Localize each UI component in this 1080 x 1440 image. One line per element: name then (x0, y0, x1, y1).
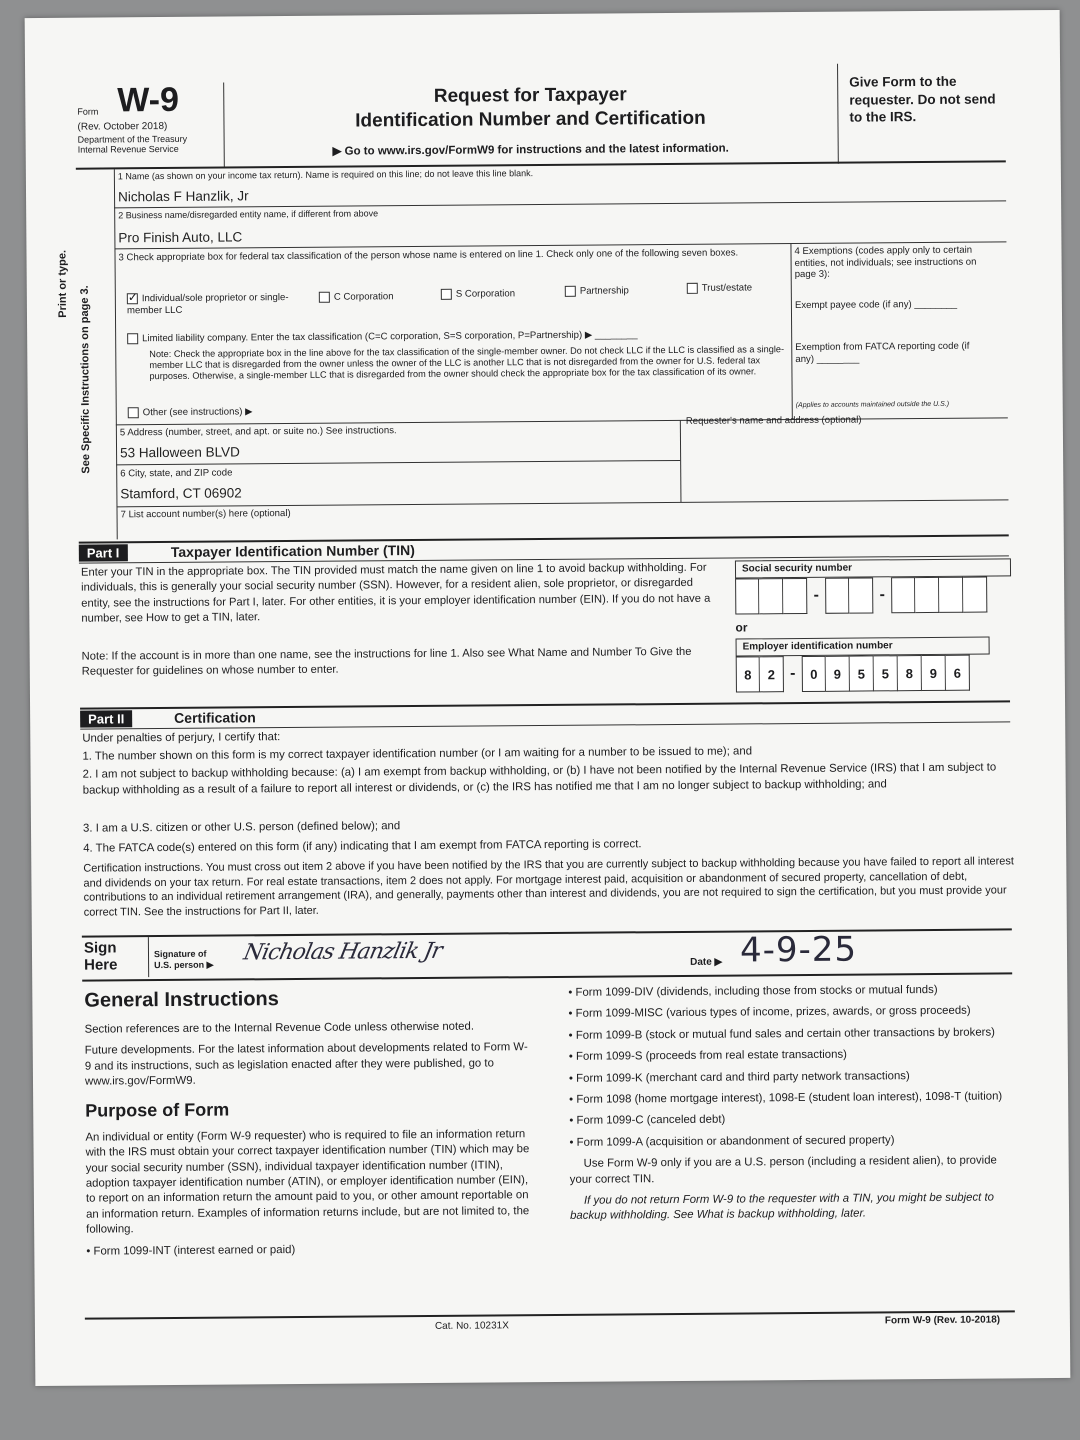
department: Department of the Treasury (77, 133, 188, 145)
print-or-type: Print or type. (56, 249, 69, 318)
fatca-note: (Applies to accounts maintained outside the U.S.) (795, 400, 950, 410)
line6-label: 6 City, state, and ZIP code (120, 467, 233, 480)
footer-form-id: Form W-9 (Rev. 10-2018) (884, 1314, 1001, 1327)
ein-digit[interactable]: 5 (874, 655, 898, 691)
city-state-zip-field[interactable]: Stamford, CT 06902 (120, 485, 242, 502)
scorp-option[interactable]: S Corporation (441, 288, 515, 300)
individual-checkbox[interactable] (127, 293, 138, 304)
llc-note: Note: Check the appropriate box in the line above for the tax classification of the single-member owner. Do not check LLC if the LLC is classified as a single-member LLC that is disregarded from the owner unless the owner of the LLC is another LLC that is not disregarded from the owner for U.S. federal tax purposes. Otherwise, a single-member LLC that is disregarded from the owner should check the appropriate box for the tax classification of its owner. (149, 344, 785, 382)
ssn-label: Social security number (735, 558, 1011, 578)
cert-item-3: 3. I am a U.S. citizen or other U.S. person (defined below); and (82, 820, 401, 835)
general-instructions-left (84, 982, 534, 1265)
part1-text: Enter your TIN in the appropriate box. The TIN provided must match the name given on line 1 to avoid backup withholding. For individuals, this is generally your social security number (SSN). However, for a resident alien, sole proprietor, or disregarded entity, see the instructions for Part I, later. For other entities, it is your employer identification number (EIN). If you do not have a number, see How to get a TIN, later. (80, 561, 711, 626)
trust-checkbox[interactable] (687, 283, 698, 294)
fatca-code[interactable]: Exemption from FATCA reporting code (if any) ________ (795, 340, 970, 365)
cert-instructions: Certification instructions. You must cross out item 2 above if you have been notified by the IRS that you are currently subject to backup withholding because you have failed to report all interest and dividends on your tax return. For real estate transactions, item 2 does not apply. For mortgage interest paid, acquisition or abandonment of secured property, cancellation of debt, contributions to an individual retirement arrangement (IRA), and generally, payments other than interest and dividends, you are not required to sign the certification, but you must provide your correct TIN. See the instructions for Part II, later. (83, 855, 1014, 919)
general-heading: General Instructions (84, 988, 279, 1012)
part1-title: Taxpayer Identification Number (TIN) (170, 542, 415, 560)
partnership-option[interactable]: Partnership (565, 285, 629, 297)
ein-boxes[interactable]: 8 2 - 0 9 5 5 8 9 6 (736, 655, 970, 693)
name-field[interactable]: Nicholas F Hanzlik, Jr (117, 188, 249, 205)
ssn-digit[interactable] (735, 578, 759, 614)
signature[interactable]: Nicholas Hanzlik Jr (241, 938, 444, 966)
instructions-link[interactable]: ▶ Go to www.irs.gov/FormW9 for instructions and the latest information. (332, 142, 729, 158)
form-list-item: • Form 1099-S (proceeds from real estate transactions) (568, 1048, 847, 1064)
scorp-checkbox[interactable] (441, 289, 452, 300)
give-form-note: Give Form to the requester. Do not send to the IRS. (849, 73, 996, 125)
ein-digit[interactable]: 8 (736, 656, 760, 692)
form-name: W-9 (117, 80, 180, 120)
form-list-item: • Form 1099-K (merchant card and third party network transactions) (568, 1069, 910, 1085)
future-developments: Future developments. For the latest information about developments related to Form W-9 and its instructions, such as legislation enacted after they were published, go to www.irs.gov/FormW9. (84, 1041, 528, 1088)
signature-label: Signature of U.S. person ▶ (153, 948, 214, 970)
exempt-payee-code[interactable]: Exempt payee code (if any) ________ (794, 298, 958, 312)
general-p1: Section references are to the Internal Revenue Code unless otherwise noted. (84, 1020, 475, 1036)
w9-form-page (25, 10, 1071, 1386)
form-list-item: • Form 1098 (home mortgage interest), 1098-E (student loan interest), 1098-T (tuition) (569, 1090, 1003, 1106)
or-label: or (735, 620, 748, 635)
revision: (Rev. October 2018) (77, 120, 168, 133)
ssn-digit[interactable] (759, 578, 783, 614)
specific-instructions: See Specific Instructions on page 3. (78, 285, 93, 474)
agency: Internal Revenue Service (77, 143, 179, 155)
part1-note: Note: If the account is in more than one name, see the instructions for line 1. Also see What Name and Number To Give the Requester for guidelines on whose number to enter. (81, 645, 692, 679)
ccorp-option[interactable]: C Corporation (319, 291, 394, 303)
ein-digit[interactable]: 9 (922, 655, 946, 691)
llc-checkbox[interactable] (127, 333, 138, 344)
part2-label: Part II (80, 710, 132, 728)
line3-label: 3 Check appropriate box for federal tax classification of the person whose name is entered on line 1. Check only one of the following seven boxes. (118, 247, 739, 264)
catalog-number: Cat. No. 10231X (434, 1320, 509, 1332)
date-label: Date ▶ (690, 956, 723, 968)
line4-label: 4 Exemptions (codes apply only to certain entities, not individuals; see instructions on page 3): (794, 244, 977, 281)
ssn-digit[interactable] (891, 577, 915, 613)
partnership-checkbox[interactable] (565, 286, 576, 297)
cert-item-1: 1. The number shown on this form is my correct taxpayer identification number (or I am waiting for a number to be issued to me); and (82, 745, 753, 763)
form-list-item: • Form 1099-C (canceled debt) (569, 1113, 726, 1128)
ein-digit[interactable]: 9 (826, 656, 850, 692)
address-field[interactable]: 53 Halloween BLVD (120, 444, 240, 461)
line2-label: 2 Business name/disregarded entity name, if different from above (118, 208, 379, 221)
requester-label: Requester's name and address (optional) (685, 414, 862, 427)
cert-intro: Under penalties of perjury, I certify that: (82, 731, 281, 745)
ein-label: Employer identification number (736, 637, 990, 657)
purpose-heading: Purpose of Form (85, 1099, 230, 1121)
form-list-item: • Form 1099-A (acquisition or abandonment of secured property) (569, 1134, 895, 1149)
line5-label: 5 Address (number, street, and apt. or suite no.) See instructions. (119, 425, 397, 439)
business-name-field[interactable]: Pro Finish Auto, LLC (118, 229, 243, 246)
llc-option[interactable]: Limited liability company. Enter the tax classification (C=C corporation, S=S corporation, P=Partnership) ▶ ________ (127, 328, 787, 345)
general-instructions-right (568, 982, 1020, 1230)
ssn-boxes[interactable]: - - (735, 577, 987, 615)
use-form-note: Use Form W-9 only if you are a U.S. person (including a resident alien), to provide your correct TIN. (569, 1154, 997, 1186)
form-list-item: • Form 1099-MISC (various types of income, prizes, awards, or gross proceeds) (568, 1005, 971, 1021)
part1-label: Part I (79, 544, 128, 562)
individual-option[interactable]: ✓Individual/sole proprietor or single-member LLC (127, 292, 317, 317)
part2-title: Certification (174, 709, 256, 726)
ssn-digit[interactable] (915, 577, 939, 613)
ein-digit[interactable]: 5 (850, 655, 874, 691)
cert-item-4: 4. The FATCA code(s) entered on this form (if any) indicating that I am exempt from FATCA reporting is correct. (83, 838, 642, 855)
other-checkbox[interactable] (128, 407, 139, 418)
sign-here: Sign Here (83, 939, 118, 974)
ccorp-checkbox[interactable] (319, 292, 330, 303)
form-list-item: • Form 1099-DIV (dividends, including those from stocks or mutual funds) (568, 983, 938, 999)
ein-digit[interactable]: 0 (802, 656, 826, 692)
ssn-digit[interactable] (963, 577, 987, 613)
ein-digit[interactable]: 2 (760, 656, 784, 692)
backup-withholding-note: If you do not return Form W-9 to the requester with a TIN, you might be subject to backup withholding. See What is backup withholding, later. (570, 1191, 995, 1223)
ssn-digit[interactable] (783, 578, 807, 614)
form-word: Form (77, 106, 99, 117)
signature-date[interactable]: 4-9-25 (739, 929, 858, 971)
ssn-digit[interactable] (939, 577, 963, 613)
purpose-text: An individual or entity (Form W-9 requester) who is required to file an information return with the IRS must obtain your correct taxpayer identification number (TIN) which may be your social security number (SSN), individual taxpayer identification number (ITIN), adoption taxpayer identification number (ATIN), or employer identification number (EIN), to report on an information return the amount paid to you, or other amount reportable on an information return. Examples of information returns include, but are not limited to, the following. (85, 1128, 530, 1236)
other-option[interactable]: Other (see instructions) ▶ (128, 406, 253, 419)
cert-item-2: 2. I am not subject to backup withholding because: (a) I am exempt from backup withholding, or (b) I have not been notified by the Internal Revenue Service (IRS) that I am subject to backup withholding as a result of a failure to report all interest or dividends, or (c) the IRS has notified me that I am no longer subject to backup withholding; and (82, 761, 997, 797)
ssn-digit[interactable] (849, 577, 873, 613)
ein-digit[interactable]: 6 (946, 655, 970, 691)
ssn-digit[interactable] (825, 578, 849, 614)
form-1099-int: • Form 1099-INT (interest earned or paid) (86, 1243, 296, 1258)
ein-digit[interactable]: 8 (898, 655, 922, 691)
form-title: Request for Taxpayer Identification Number and Certification (355, 84, 706, 132)
trust-option[interactable]: Trust/estate (687, 282, 752, 294)
form-list-item: • Form 1099-B (stock or mutual fund sales and certain other transactions by brokers) (568, 1026, 995, 1042)
line7-label: 7 List account number(s) here (optional) (120, 508, 291, 521)
line1-label: 1 Name (as shown on your income tax return). Name is required on this line; do not leave this line blank. (117, 168, 534, 182)
